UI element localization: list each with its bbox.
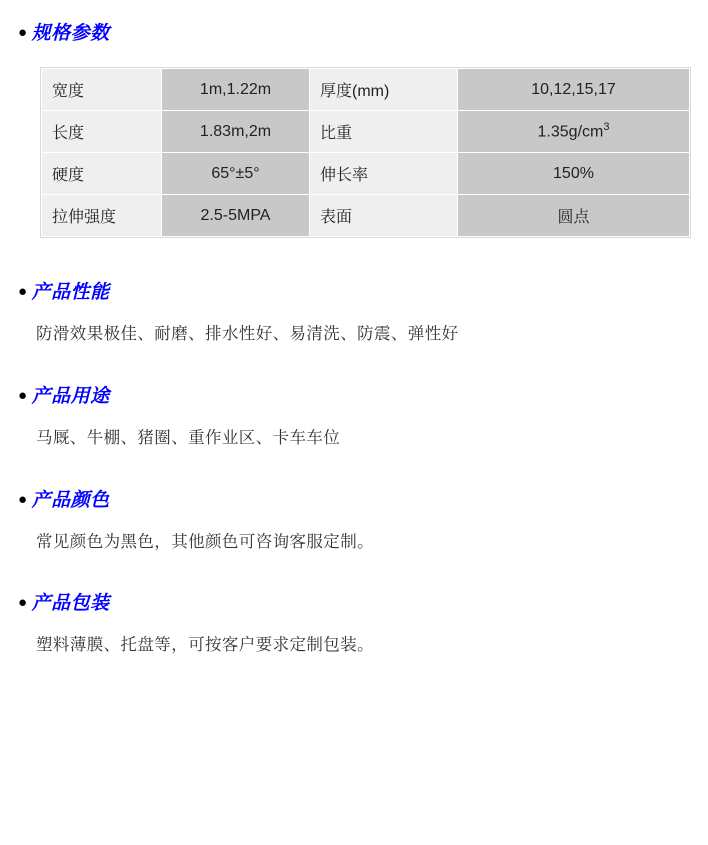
spec-label: 伸长率	[310, 153, 458, 195]
section-title-packaging: 产品包装	[31, 593, 110, 615]
spec-value: 2.5-5MPA	[162, 195, 310, 237]
table-row	[42, 153, 690, 195]
spec-label: 拉伸强度	[42, 195, 162, 237]
table-row	[42, 195, 690, 237]
section-heading-packaging	[18, 588, 690, 615]
bullet-icon: ●	[18, 283, 28, 300]
bullet-icon: ●	[18, 386, 28, 404]
section-heading-performance	[18, 277, 690, 304]
spec-value: 1m,1.22m	[162, 69, 310, 111]
spec-table-outline	[40, 67, 691, 238]
spec-value: 65°±5°	[162, 153, 310, 195]
section-text-usage: 马厩、牛棚、猪圈、重作业区、卡车车位	[36, 428, 341, 447]
spec-value: 圆点	[458, 195, 690, 237]
section-text-color: 常见颜色为黑色，其他颜色可咨询客服定制。	[36, 532, 374, 551]
section-heading-usage	[18, 381, 690, 408]
section-text-performance: 防滑效果极佳、耐磨、排水性好、易清洗、防震、弹性好	[36, 325, 459, 343]
table-row	[42, 111, 690, 153]
spec-value: 1.83m,2m	[162, 111, 310, 153]
spec-label: 宽度	[42, 69, 162, 111]
bullet-icon: ●	[18, 594, 28, 612]
section-heading-spec	[18, 18, 690, 45]
spec-label: 表面	[310, 195, 458, 237]
section-heading-color	[18, 485, 690, 512]
spec-table-wrap	[40, 67, 690, 243]
spec-table	[41, 68, 690, 237]
bullet-icon: ●	[18, 490, 28, 508]
density-value: 1.35g/cm	[537, 123, 604, 141]
section-title-performance: 产品性能	[31, 282, 110, 303]
product-detail-page	[0, 18, 708, 845]
spec-label: 长度	[42, 111, 162, 153]
spec-label: 厚度(mm)	[310, 69, 458, 111]
bullet-icon: ●	[18, 24, 28, 41]
spec-value-density	[458, 111, 690, 153]
spec-label: 硬度	[42, 153, 162, 195]
section-title-color: 产品颜色	[31, 489, 110, 511]
density-exponent: 3	[603, 121, 610, 134]
table-row	[42, 69, 690, 111]
section-text-packaging: 塑料薄膜、托盘等，可按客户要求定制包装。	[36, 636, 374, 655]
spec-value: 10,12,15,17	[458, 69, 690, 111]
spec-label: 比重	[310, 111, 458, 153]
section-title-spec: 规格参数	[31, 23, 110, 44]
spec-value: 150%	[458, 153, 690, 195]
section-title-usage: 产品用途	[31, 385, 110, 407]
